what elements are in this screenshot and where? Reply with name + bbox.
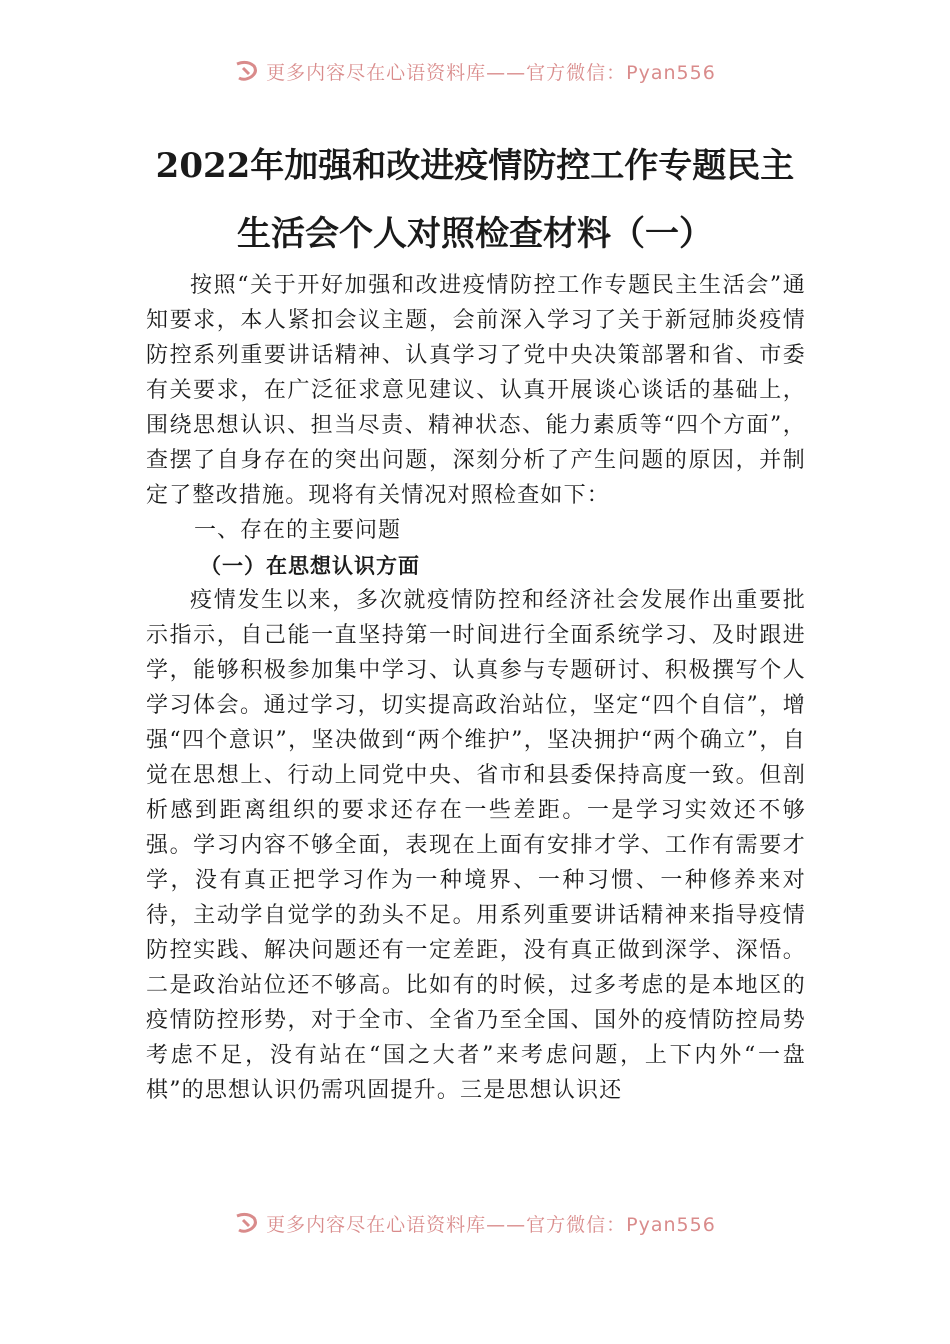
watermark-text: 更多内容尽在心语资料库——官方微信：Pyan556 [266,1213,716,1236]
body-paragraph: 疫情发生以来，多次就疫情防控和经济社会发展作出重要批示指示，自己能一直坚持第一时间进行全面系统学习、及时跟进学，能够积极参加集中学习、认真参与专题研讨、积极撰写个人学习体会。通过学习，切实提高政治站位，坚定“四个自信”，增强“四个意识”，坚决做到“两个维护”，坚决拥护“两个确立”，自觉在思想上、行动上同党中央、省市和县委保持高度一致。但剖析感到距离组织的要求还存在一些差距。一是学习实效还不够强。学习内容不够全面，表现在上面有安排才学、工作有需要才学，没有真正把学习作为一种境界、一种习惯、一种修养来对待，主动学自觉学的劲头不足。用系列重要讲话精神来指导疫情防控实践、解决问题还有一定差距，没有真正做到深学、深悟。二是政治站位还不够高。比如有的时候，过多考虑的是本地区的疫情防控形势，对于全市、全省乃至全国、国外的疫情防控局势考虑不足，没有站在“国之大者”来考虑问题，上下内外“一盘棋”的思想认识仍需巩固提升。三是思想认识还 [146,588,806,1103]
document-title-line1: 2022年加强和改进疫情防控工作专题民主 [155,146,795,186]
brand-logo-icon [234,1212,260,1234]
header-watermark [0,56,950,86]
section-heading: 一、存在的主要问题 [194,518,402,543]
watermark-text: 更多内容尽在心语资料库——官方微信：Pyan556 [266,61,716,84]
subsection-heading: （一）在思想认识方面 [200,553,420,578]
brand-logo-icon [234,60,260,82]
document-title-line2: 生活会个人对照检查材料（一） [237,214,713,254]
footer-watermark [0,1208,950,1238]
document-body [146,268,806,1108]
intro-paragraph: 按照“关于开好加强和改进疫情防控工作专题民主生活会”通知要求，本人紧扣会议主题，会前深入学习了关于新冠肺炎疫情防控系列重要讲话精神、认真学习了党中央决策部署和省、市委有关要求，在广泛征求意见建议、认真开展谈心谈话的基础上，围绕思想认识、担当尽责、精神状态、能力素质等“四个方面”，查摆了自身存在的突出问题，深刻分析了产生问题的原因，并制定了整改措施。现将有关情况对照检查如下： [146,273,806,508]
